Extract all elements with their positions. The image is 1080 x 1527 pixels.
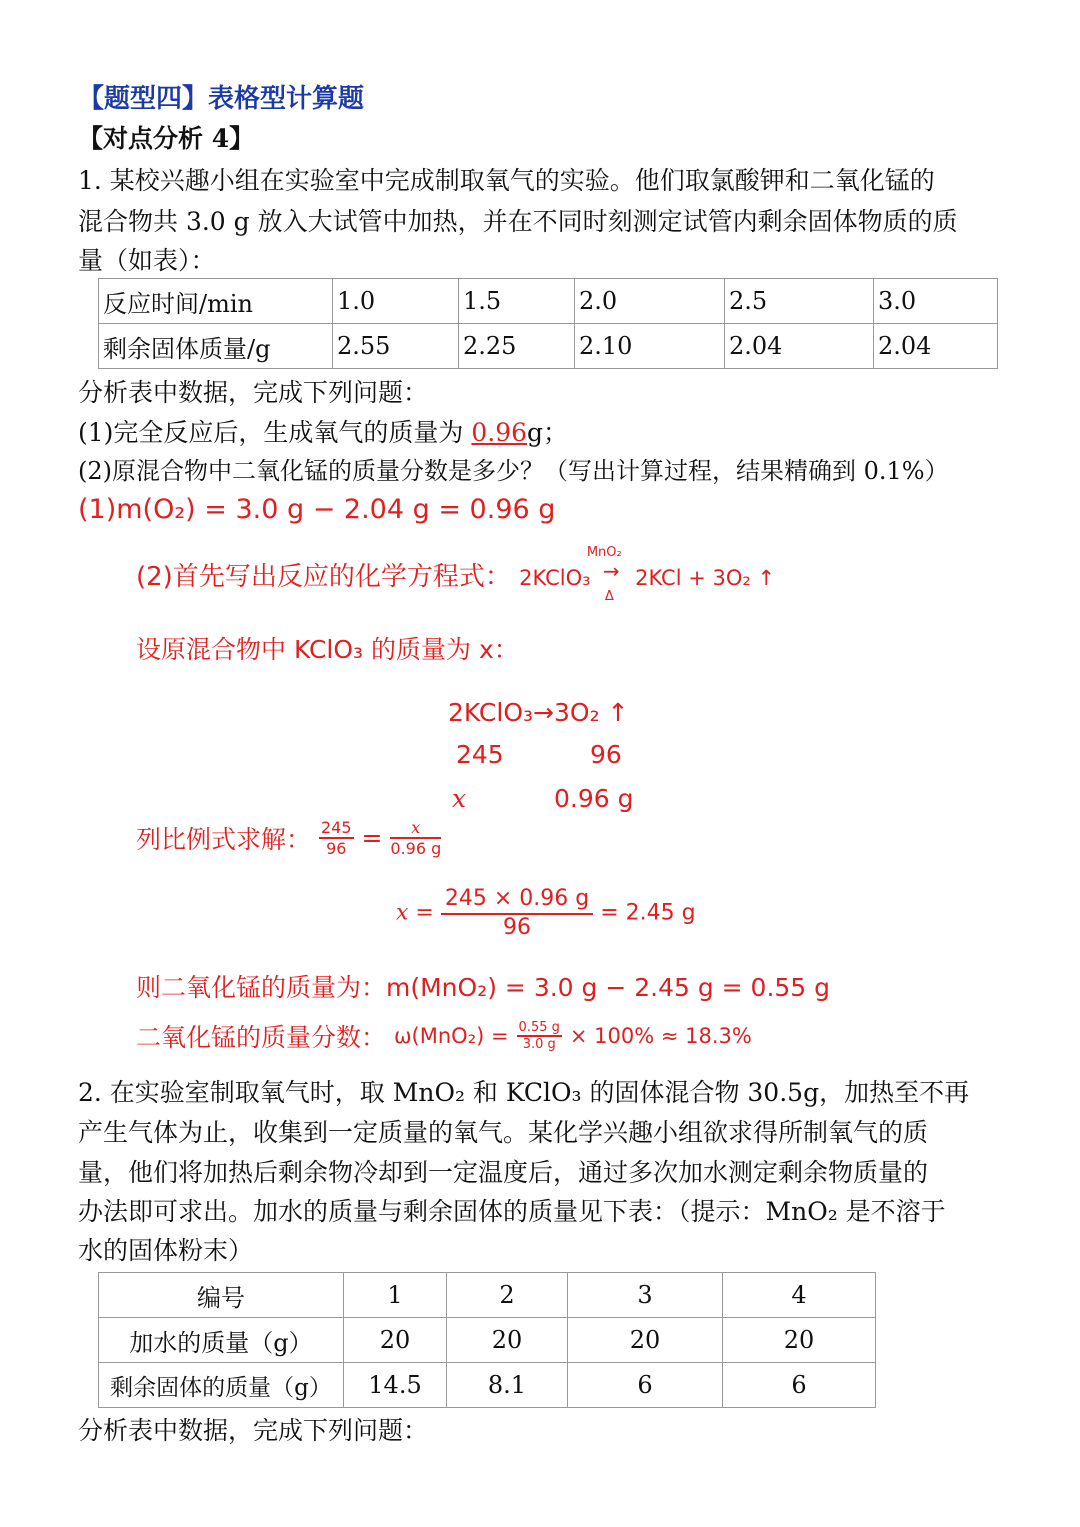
- molar-mass-o2: 96: [590, 740, 622, 769]
- omega-lhs: ω(MnO₂) =: [393, 1024, 509, 1048]
- q1-part-1: [78, 418, 568, 448]
- mass-fraction-line: [136, 1018, 752, 1054]
- table-cell: 20: [344, 1318, 447, 1363]
- table-cell: 2.10: [575, 324, 725, 369]
- x-result: = 2.45 g: [600, 900, 696, 926]
- percent-result: × 100% ≈ 18.3%: [569, 1024, 752, 1048]
- reaction-equation: 2KClO₃→3O₂ ↑: [448, 698, 629, 727]
- mass-fraction: [517, 1020, 562, 1052]
- q2-line-4: 办法即可求出。加水的质量与剩余固体的质量见下表：（提示：MnO₂ 是不溶于: [78, 1197, 946, 1226]
- part-1-text: (1)完全反应后，生成氧气的质量为: [78, 418, 472, 447]
- oxygen-mass: 0.96 g: [554, 784, 634, 813]
- solve-x-line: [396, 886, 696, 940]
- q2-table: [98, 1272, 876, 1408]
- part-1-unit: g；: [527, 418, 569, 447]
- table-cell: 2: [447, 1273, 568, 1318]
- q1-table: [98, 278, 998, 369]
- reaction-arrow: [586, 545, 627, 604]
- subheading: 【对点分析 4】: [78, 124, 255, 153]
- table-cell: 3: [568, 1273, 723, 1318]
- mass-fraction-label: 二氧化锰的质量分数：: [136, 1023, 387, 1052]
- table-cell: 2.25: [459, 324, 575, 369]
- q1-part-2: (2)原混合物中二氧化锰的质量分数是多少？（写出计算过程，结果精确到 0.1%）: [78, 457, 949, 485]
- ratio-right-fraction: [390, 818, 441, 858]
- q1-line-2: 混合物共 3.0 g 放入大试管中加热，并在不同时刻测定试管内剩余固体物质的质: [78, 207, 958, 236]
- proportion-line: [136, 818, 441, 858]
- table-cell: 6: [568, 1363, 723, 1408]
- step-2-label: (2)首先写出反应的化学方程式：: [136, 562, 511, 592]
- table-cell: 1.0: [333, 279, 459, 324]
- mno2-mass-line: 则二氧化锰的质量为：m(MnO₂) = 3.0 g − 2.45 g = 0.55 g: [136, 973, 831, 1002]
- table-cell: 20: [447, 1318, 568, 1363]
- table-row: [99, 1363, 876, 1408]
- fraction-numerator: 245 × 0.96 g: [441, 886, 593, 915]
- solution-step-1: (1)m(O₂) = 3.0 g − 2.04 g = 0.96 g: [78, 494, 556, 525]
- table-cell: 反应时间/min: [99, 279, 333, 324]
- catalyst-label: MnO₂: [586, 545, 622, 560]
- ratio-left-fraction: [319, 818, 354, 858]
- table-cell: 编号: [99, 1273, 344, 1318]
- x-fraction: [441, 886, 593, 940]
- table-cell: 14.5: [344, 1363, 447, 1408]
- table-cell: 6: [723, 1363, 876, 1408]
- table-row: [99, 1273, 876, 1318]
- table-cell: 1.5: [459, 279, 575, 324]
- arrow-glyph: →: [602, 559, 620, 583]
- table-cell: 剩余固体质量/g: [99, 324, 333, 369]
- part-1-answer: 0.96: [471, 418, 528, 447]
- solution-step-2: [136, 545, 776, 604]
- unknown-x: x: [452, 784, 467, 813]
- section-heading: 【题型四】表格型计算题: [78, 84, 365, 114]
- table-cell: 2.0: [575, 279, 725, 324]
- table-cell: 20: [568, 1318, 723, 1363]
- table-cell: 8.1: [447, 1363, 568, 1408]
- x-lhs: x =: [396, 900, 434, 926]
- fraction-denominator: 0.96 g: [390, 839, 442, 858]
- fraction-denominator: 96: [326, 839, 347, 858]
- q1-analyze: 分析表中数据，完成下列问题：: [78, 378, 429, 407]
- q1-line-1: 1. 某校兴趣小组在实验室中完成制取氧气的实验。他们取氯酸钾和二氧化锰的: [78, 166, 935, 195]
- equation-rhs: 2KCl + 3O₂ ↑: [635, 566, 776, 590]
- table-cell: 3.0: [874, 279, 998, 324]
- fraction-denominator: 96: [503, 915, 532, 940]
- q2-line-2: 产生气体为止，收集到一定质量的氧气。某化学兴趣小组欲求得所制氧气的质: [78, 1118, 929, 1147]
- q2-line-1: 2. 在实验室制取氧气时，取 MnO₂ 和 KClO₃ 的固体混合物 30.5g，加热至不再: [78, 1078, 970, 1107]
- q2-line-5: 水的固体粉末）: [78, 1236, 254, 1265]
- molar-mass-kclo3: 245: [456, 740, 504, 769]
- heat-label: Δ: [604, 589, 614, 604]
- table-cell: 1: [344, 1273, 447, 1318]
- q1-line-3: 量（如表）：: [78, 246, 216, 275]
- table-cell: 2.04: [725, 324, 874, 369]
- table-cell: 4: [723, 1273, 876, 1318]
- table-cell: 剩余固体的质量（g）: [99, 1363, 344, 1408]
- fraction-numerator: 0.55 g: [518, 1020, 560, 1035]
- table-cell: 2.5: [725, 279, 874, 324]
- table-row: [99, 324, 998, 369]
- table-cell: 加水的质量（g）: [99, 1318, 344, 1363]
- proportion-label: 列比例式求解：: [136, 825, 312, 854]
- q2-analyze: 分析表中数据，完成下列问题：: [78, 1416, 429, 1445]
- table-cell: 20: [723, 1318, 876, 1363]
- table-cell: 2.55: [333, 324, 459, 369]
- equals-sign: =: [361, 823, 383, 853]
- table-cell: 2.04: [874, 324, 998, 369]
- solution-step-3: 设原混合物中 KClO₃ 的质量为 x：: [136, 635, 519, 664]
- table-row: [99, 279, 998, 324]
- fraction-numerator: 245: [320, 818, 352, 837]
- equation-lhs: 2KClO₃: [519, 566, 591, 590]
- fraction-denominator: 3.0 g: [522, 1037, 556, 1052]
- table-row: [99, 1318, 876, 1363]
- fraction-numerator: x: [390, 818, 441, 839]
- q2-line-3: 量，他们将加热后剩余物冷却到一定温度后，通过多次加水测定剩余物质量的: [78, 1158, 929, 1187]
